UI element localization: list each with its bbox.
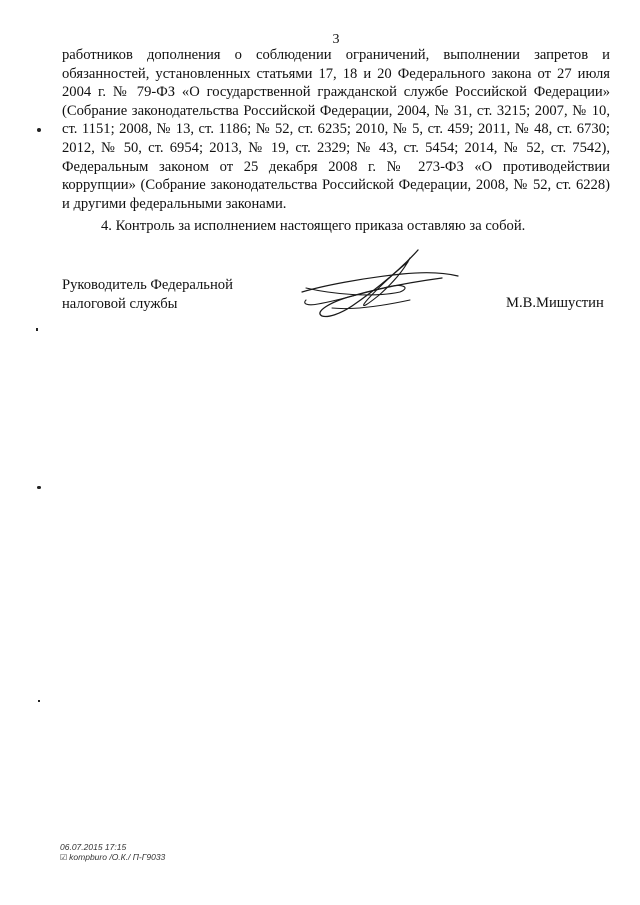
- footer-timestamp: 06.07.2015 17:15: [60, 842, 127, 852]
- handwritten-signature: [292, 248, 464, 322]
- paragraph-continuation: работников дополнения о соблюдении ограничений, выполнении запретов и обязанностей, установленных статьями 17, 18 и 20 Федерального закона от 27 июля 2004 г. № 79-ФЗ «О государственной гражданской службе Российской Федерации» (Собрание законодательства Российской Федерации, 2004, № 31, ст. 3215; 2007, № 10, ст. 1151; 2008, № 13, ст. 1186; № 52, ст. 6235; 2010, № 5, ст. 459; 2011, № 48, ст. 6730; 2012, № 50, ст. 6954; 2013, № 19, ст. 2329; № 43, ст. 5454; 2014, № 52, ст. 7542), Федеральным законом от 25 декабря 2008 г. № 273-ФЗ «О противодействии коррупции» (Собрание законодательства Российской Федерации, 2008, № 52, ст. 6228) и другими федеральными законами.: [62, 47, 610, 212]
- signer-name: М.В.Мишустин: [506, 295, 604, 311]
- position-line-1: Руководитель Федеральной: [62, 277, 233, 293]
- document-body: [62, 46, 610, 236]
- footer-document-ref: kompburo /О.К./ П-Г9033: [69, 852, 166, 862]
- position-line-2: налоговой службы: [62, 295, 178, 312]
- document-icon: ☑: [60, 853, 68, 862]
- page-number: 3: [332, 32, 340, 47]
- scan-artifact: [37, 128, 41, 132]
- footer-document-ref-row: [60, 852, 165, 863]
- paragraph-4-control: 4. Контроль за исполнением настоящего приказа оставляю за собой.: [101, 218, 526, 235]
- footer: [60, 842, 165, 863]
- scan-artifact: [38, 700, 40, 702]
- scan-artifact: [36, 328, 38, 331]
- scan-artifact: [37, 486, 41, 489]
- signatory-position: [62, 276, 233, 313]
